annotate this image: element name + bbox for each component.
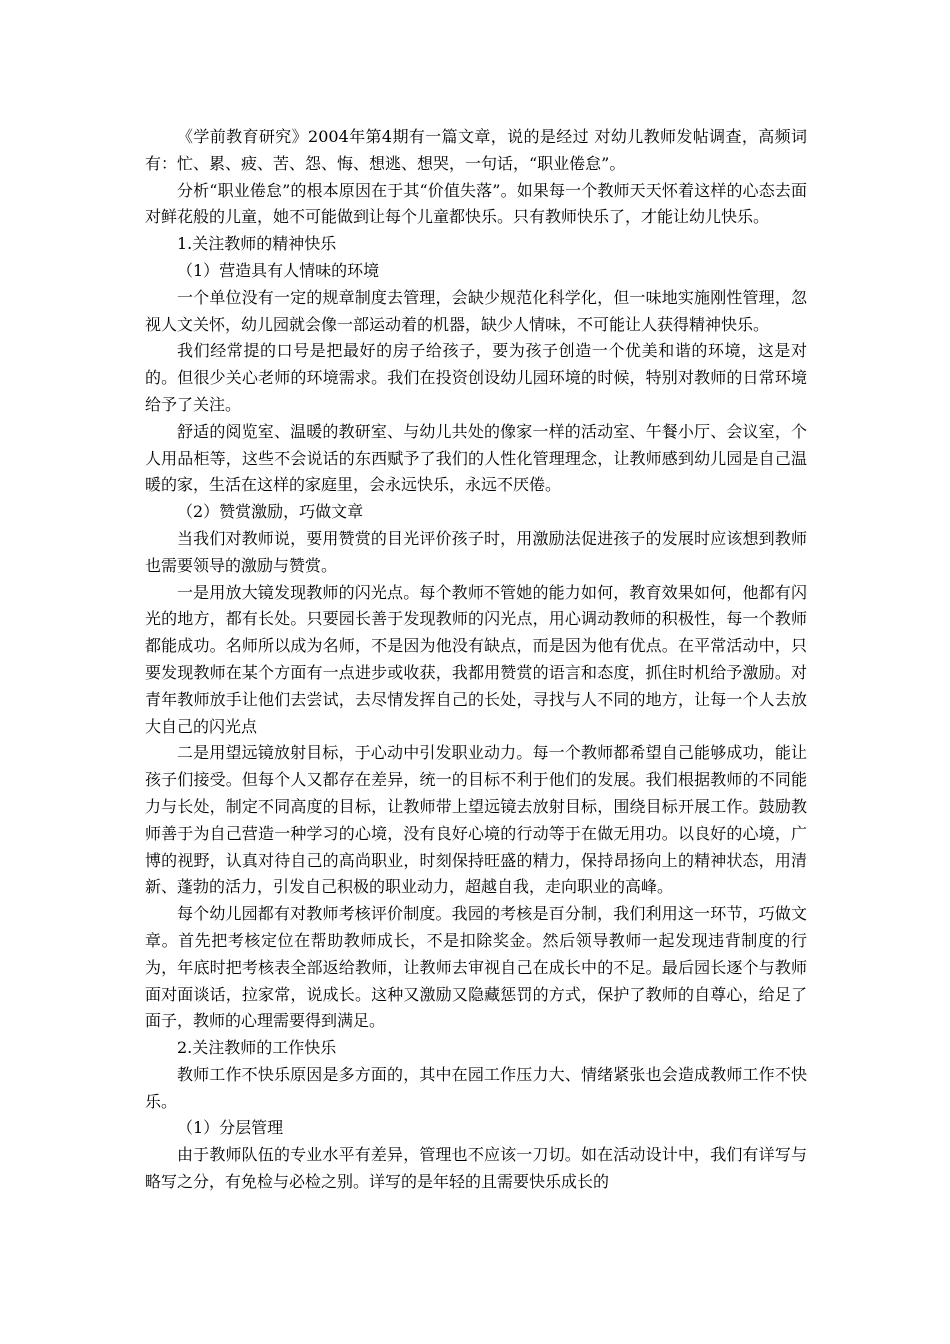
paragraph: 一个单位没有一定的规章制度去管理，会缺少规范化科学化，但一味地实施刚性管理，忽视人文关怀，幼儿园就会像一部运动着的机器，缺少人情味，不可能让人获得精神快乐。 [145, 287, 807, 334]
paragraph: 舒适的阅览室、温暖的教研室、与幼儿共处的像家一样的活动室、午餐小厅、会议室，个人用品柜等，这些不会说话的东西赋予了我们的人性化管理理念，让教师感到幼儿园是自己温暖的家，生活在这样的家庭里，会永远快乐，永远不厌倦。 [145, 421, 807, 495]
paragraph: 由于教师队伍的专业水平有差异，管理也不应该一刀切。如在活动设计中，我们有详写与略写之分，有免检与必检之别。详写的是年轻的且需要快乐成长的 [145, 1145, 807, 1192]
section-heading-work-happiness: 2.关注教师的工作快乐 [177, 1038, 337, 1058]
paragraph-analysis: 分析“职业倦怠”的根本原因在于其“价值失落”。如果每一个教师天天怀着这样的心态去面对鲜花般的儿童，她不可能做到让每个儿童都快乐。只有教师快乐了，才能让幼儿快乐。 [145, 180, 807, 227]
paragraph: 当我们对教师说，要用赞赏的目光评价孩子时，用激励法促进孩子的发展时应该想到教师也需要领导的激励与赞赏。 [145, 528, 807, 575]
paragraph: 二是用望远镜放射目标，于心动中引发职业动力。每一个教师都希望自己能够成功，能让孩子们接受。但每个人又都存在差异，统一的目标不利于他们的发展。我们根据教师的不同能力与长处，制定不同高度的目标，让教师带上望远镜去放射目标，围绕目标开展工作。鼓励教师善于为自己营造一种学习的心境，没有良好心境的行动等于在做无用功。以良好的心境，广博的视野，认真对待自己的高尚职业，时刻保持旺盛的精力，保持昂扬向上的精神状态，用清新、蓬勃的活力，引发自己积极的职业动力，超越自我，走向职业的高峰。 [145, 743, 807, 897]
paragraph-intro: 《学前教育研究》2004年第4期有一篇文章，说的是经过 对幼儿教师发帖调查，高频词有：忙、累、疲、苦、怨、悔、想逃、想哭，一句话，“职业倦怠”。 [145, 127, 807, 173]
subheading-praise-motivation: （2）赞赏激励，巧做文章 [177, 502, 364, 522]
subheading-humane-environment: （1）营造具有人情味的环境 [177, 260, 380, 280]
section-heading-spiritual-happiness: 1.关注教师的精神快乐 [177, 234, 337, 254]
subheading-tiered-management: （1）分层管理 [177, 1118, 284, 1138]
paragraph: 教师工作不快乐原因是多方面的，其中在园工作压力大、情绪紧张也会造成教师工作不快乐。 [145, 1064, 807, 1111]
document-body [145, 124, 807, 1196]
paragraph: 每个幼儿园都有对教师考核评价制度。我园的考核是百分制，我们利用这一环节，巧做文章。首先把考核定位在帮助教师成长，不是扣除奖金。然后领导教师一起发现违背制度的行为，年底时把考核表全部返给教师，让教师去审视自己在成长中的不足。最后园长逐个与教师面对面谈话，拉家常，说成长。这种又激励又隐藏惩罚的方式，保护了教师的自尊心，给足了面子，教师的心理需要得到满足。 [145, 904, 807, 1031]
paragraph: 我们经常提的口号是把最好的房子给孩子，要为孩子创造一个优美和谐的环境，这是对的。但很少关心老师的环境需求。我们在投资创设幼儿园环境的时候，特别对教师的日常环境给予了关注。 [145, 341, 807, 414]
paragraph: 一是用放大镜发现教师的闪光点。每个教师不管她的能力如何，教育效果如何，他都有闪光的地方，都有长处。只要园长善于发现教师的闪光点，用心调动教师的积极性，每一个教师都能成功。名师所以成为名师，不是因为他没有缺点，而是因为他有优点。在平常活动中，只要发现教师在某个方面有一点进步或收获，我都用赞赏的语言和态度，抓住时机给予激励。对青年教师放手让他们去尝试，去尽情发挥自己的长处，寻找与人不同的地方，让每一个人去放大自己的闪光点 [145, 582, 807, 736]
